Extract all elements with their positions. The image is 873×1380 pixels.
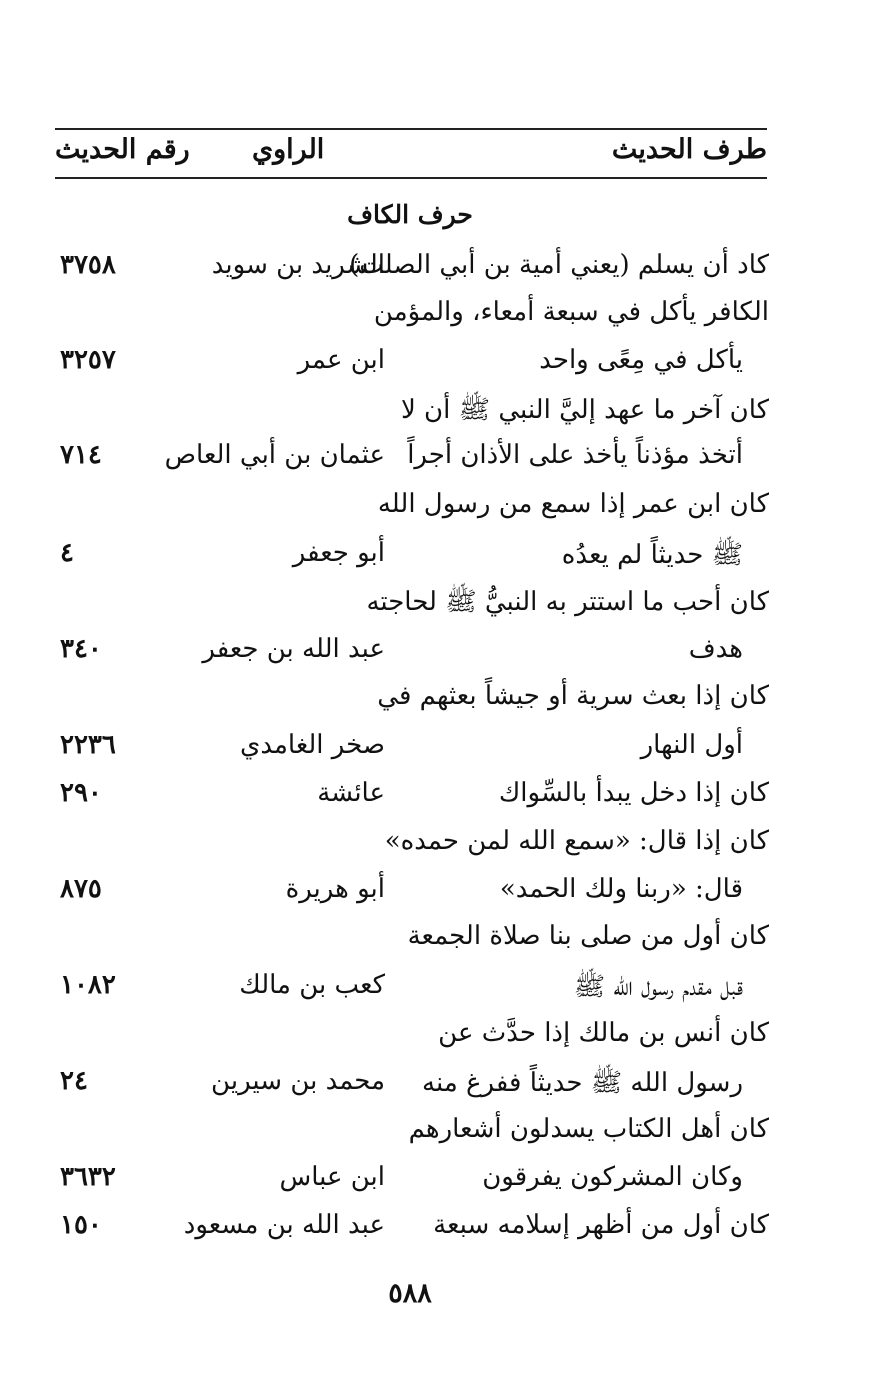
index-row (0, 1114, 873, 1160)
index-row (0, 440, 873, 486)
index-row (0, 1018, 873, 1064)
narrator: أبو هريرة (285, 874, 385, 904)
index-row (0, 730, 873, 776)
hadith-text: كان أول من صلى بنا صلاة الجمعة (407, 921, 769, 951)
hadith-number: ٣٤٠ (60, 634, 102, 664)
header-bottom-rule (55, 177, 767, 179)
index-row (0, 393, 873, 439)
hadith-text: قبل مقدم رسول الله ﷺ (573, 972, 743, 1002)
narrator: كعب بن مالك (239, 970, 385, 1000)
header-hadith-number: رقم الحديث (55, 134, 190, 165)
hadith-text: رسول الله ﷺ حديثاً ففرغ منه (422, 1068, 743, 1098)
hadith-number: ٣٢٥٧ (60, 345, 116, 375)
narrator: أبو جعفر (292, 538, 385, 568)
hadith-text: الكافر يأكل في سبعة أمعاء، والمؤمن (373, 297, 769, 327)
index-row (0, 874, 873, 920)
narrator: عثمان بن أبي العاص (164, 440, 385, 470)
index-row (0, 921, 873, 967)
hadith-number: ٣٦٣٢ (60, 1162, 116, 1192)
index-row (0, 538, 873, 584)
hadith-number: ١٠٨٢ (60, 970, 116, 1000)
hadith-text: قال: «ربنا ولك الحمد» (499, 874, 743, 904)
hadith-text: كان أول من أظهر إسلامه سبعة (433, 1210, 769, 1240)
hadith-text: كان إذا قال: «سمع الله لمن حمده» (384, 826, 769, 856)
index-row (0, 778, 873, 824)
hadith-text: كان إذا دخل يبدأ بالسِّواك (498, 778, 769, 808)
hadith-text: كان أهل الكتاب يسدلون أشعارهم (408, 1114, 769, 1144)
hadith-text: كان أنس بن مالك إذا حدَّث عن (438, 1018, 769, 1048)
hadith-text: كاد أن يسلم (يعني أمية بن أبي الصلت) (349, 250, 769, 280)
narrator: الشريد بن سويد (211, 250, 385, 280)
hadith-text: وكان المشركون يفرقون (482, 1162, 743, 1192)
hadith-text: ﷺ حديثاً لم يعدُه (561, 540, 743, 570)
hadith-number: ٢٩٠ (60, 778, 102, 808)
index-row (0, 297, 873, 343)
hadith-number: ٨٧٥ (60, 874, 102, 904)
hadith-text: أتخذ مؤذناً يأخذ على الأذان أجراً (407, 440, 743, 470)
section-title: حرف الكاف (347, 200, 473, 229)
narrator: عبد الله بن جعفر (202, 634, 385, 664)
page-number: ٥٨٨ (388, 1278, 432, 1309)
hadith-number: ٢٤ (60, 1066, 88, 1096)
index-row (0, 634, 873, 680)
hadith-text: كان أحب ما استتر به النبيُّ ﷺ لحاجته (366, 587, 769, 617)
hadith-number: ٢٢٣٦ (60, 730, 116, 760)
header-hadith-text: طرف الحديث (611, 134, 767, 165)
index-row (0, 1162, 873, 1208)
hadith-text: كان إذا بعث سرية أو جيشاً بعثهم في (377, 681, 769, 711)
index-row (0, 970, 873, 1016)
index-row (0, 1066, 873, 1112)
narrator: ابن عمر (297, 345, 385, 375)
hadith-text: أول النهار (640, 730, 743, 760)
hadith-number: ٤ (60, 538, 74, 568)
hadith-number: ٧١٤ (60, 440, 102, 470)
index-row (0, 489, 873, 535)
hadith-number: ٣٧٥٨ (60, 250, 116, 280)
narrator: محمد بن سيرين (211, 1066, 385, 1096)
index-row (0, 250, 873, 296)
narrator: عبد الله بن مسعود (183, 1210, 385, 1240)
index-row (0, 585, 873, 631)
hadith-text: هدف (688, 634, 743, 664)
header-top-rule (55, 128, 767, 130)
index-row (0, 826, 873, 872)
index-row (0, 345, 873, 391)
narrator: ابن عباس (279, 1162, 385, 1192)
index-row (0, 681, 873, 727)
narrator: عائشة (317, 778, 385, 808)
hadith-text: كان ابن عمر إذا سمع من رسول الله (377, 489, 769, 519)
index-row (0, 1210, 873, 1256)
hadith-text: كان آخر ما عهد إليَّ النبي ﷺ أن لا (400, 395, 769, 425)
header-narrator: الراوي (252, 134, 325, 165)
narrator: صخر الغامدي (239, 730, 385, 760)
hadith-text: يأكل في مِعًى واحد (539, 345, 743, 375)
hadith-number: ١٥٠ (60, 1210, 102, 1240)
